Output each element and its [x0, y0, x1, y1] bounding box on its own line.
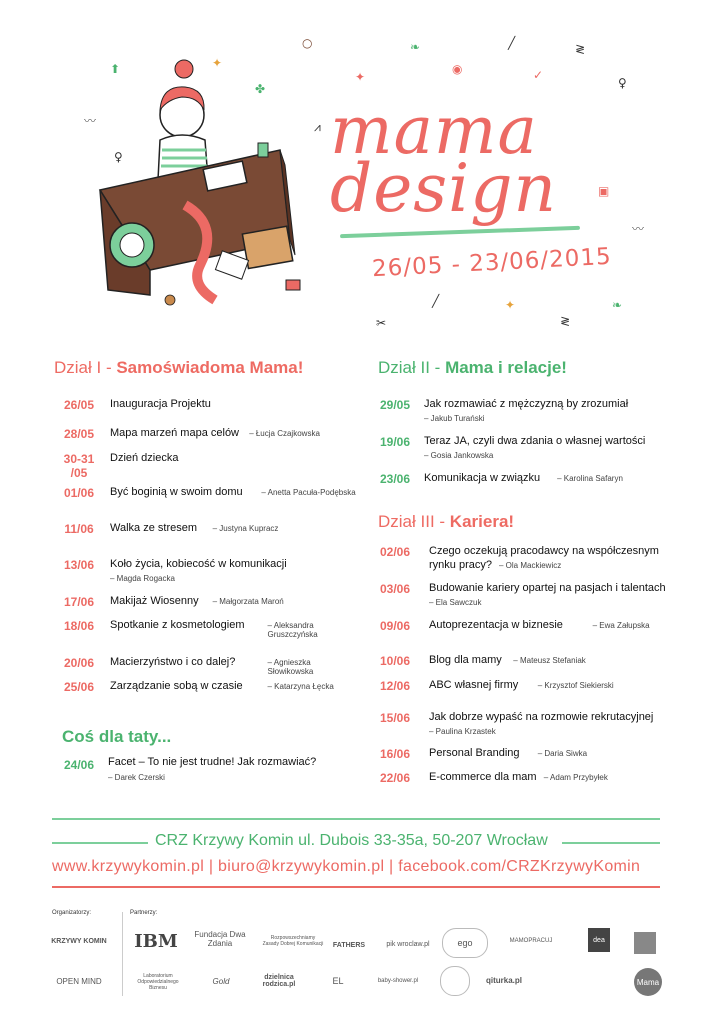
- event-speaker: – Karolina Safaryn: [557, 474, 623, 483]
- desk-illustration: [90, 55, 330, 315]
- section3-heading: Dział III - Kariera!: [378, 512, 515, 531]
- partner-logo-pik: pik wroclaw.pl: [386, 940, 430, 948]
- pencil-icon: ╱: [508, 36, 516, 50]
- arrow-up-icon: ⬆: [110, 62, 121, 76]
- partner-logo-mamopracuj: MAMOPRACUJ: [509, 938, 553, 944]
- event-date: 23/06: [379, 472, 411, 486]
- partner-logo-mama: Mama: [634, 968, 662, 996]
- event-date: 02/06: [379, 545, 411, 559]
- event-speaker: – Katarzyna Łęcka: [267, 682, 334, 691]
- event-date: 25/06: [63, 680, 95, 694]
- list-item: [372, 679, 672, 713]
- event-speaker: – Aleksandra Gruszczyńska: [267, 621, 318, 639]
- partner-logo-zasady: Rozpowszechniamy Zasady Dobrej Komunikacji: [262, 935, 324, 947]
- event-speaker: – Łucja Czajkowska: [249, 429, 320, 438]
- event-title: Blog dla mamy: [429, 654, 502, 666]
- divider: [52, 842, 148, 844]
- partner-logo-ibm: IBM: [134, 930, 178, 952]
- partner-logo-baby-shower: baby-shower.pl: [377, 978, 419, 984]
- event-title: Macierzyństwo i co dalej?: [110, 656, 236, 668]
- partner-logo-fathers: FATHERS: [332, 941, 366, 949]
- section1-heading: [54, 358, 303, 378]
- event-speaker: – Paulina Krzastek: [429, 727, 496, 736]
- partner-logo-dwa-zdania: Fundacja Dwa Zdania: [194, 930, 246, 948]
- thread-spool-icon: ◉: [452, 62, 463, 76]
- event-speaker: – Krzysztof Siekierski: [537, 681, 614, 690]
- event-date: 12/06: [379, 679, 411, 693]
- bulb-icon: ♀: [114, 150, 123, 164]
- section1-prefix: Dział I -: [54, 358, 117, 377]
- partner-logo-dzielnica: dzielnica rodzica.pl: [262, 974, 296, 988]
- event-title: Jak rozmawiać z mężczyzną by zrozumiał: [424, 398, 629, 410]
- event-title: Być boginią w swoim domu: [110, 486, 243, 498]
- list-item: [372, 582, 672, 616]
- event-speaker: – Gosia Jankowska: [424, 451, 494, 460]
- org-logo-krzywy-komin: KRZYWY KOMIN: [51, 937, 107, 945]
- cactus-icon: ✤: [255, 82, 266, 96]
- event-speaker: – Ola Mackiewicz: [499, 561, 562, 570]
- event-title: Koło życia, kobiecość w komunikacji: [110, 558, 287, 570]
- zigzag-icon: ≷: [575, 42, 586, 56]
- partner-logo-el: EL: [332, 976, 344, 986]
- pencil-icon: ╱: [432, 294, 440, 308]
- section2-heading: Dział II - Mama i relacje!: [378, 358, 567, 377]
- list-item: [372, 771, 672, 805]
- event-title: E-commerce dla mam: [429, 771, 537, 783]
- event-title: Teraz JA, czyli dwa zdania o własnej wartości: [424, 435, 646, 447]
- event-title: Jak dobrze wypaść na rozmowie rekrutacyjnej: [429, 711, 654, 723]
- event-speaker: – Ela Sawczuk: [429, 598, 482, 607]
- event-speaker: – Adam Przybyłek: [543, 773, 608, 782]
- bulb-icon: ♀: [618, 76, 627, 90]
- partner-logo-dea: dea: [588, 928, 610, 952]
- event-date: 09/06: [379, 619, 411, 633]
- wreath-icon: ○: [302, 36, 313, 50]
- event-speaker: – Ewa Załupska: [592, 621, 650, 630]
- list-item: [372, 619, 672, 653]
- event-speaker: – Małgorzata Maroń: [212, 597, 284, 606]
- chart-icon: ⩘: [314, 120, 321, 134]
- event-date: 11/06: [64, 522, 94, 536]
- list-item: [56, 452, 356, 486]
- scissors-icon: ✂: [376, 316, 387, 330]
- partner-logo-circle: [440, 966, 470, 996]
- event-title: Walka ze stresem: [110, 522, 198, 534]
- event-title: Czego oczekują pracodawcy na współczesnym: [429, 545, 659, 557]
- contact-links: www.krzywykomin.pl | biuro@krzywykomin.pl | facebook.com/CRZKrzywyKomin: [52, 858, 641, 875]
- title-mama: mama: [330, 92, 538, 169]
- event-date: 19/06: [379, 435, 411, 449]
- address: CRZ Krzywy Komin ul. Dubois 33-35a, 50-207 Wrocław: [155, 832, 548, 849]
- list-item: [372, 435, 672, 469]
- check-icon: ✓: [533, 68, 544, 82]
- star-icon: ✦: [212, 56, 223, 70]
- event-date: 01/06: [63, 486, 95, 500]
- event-date: 17/06: [63, 595, 95, 609]
- event-title: Mapa marzeń mapa celów: [110, 427, 240, 439]
- event-title: Zarządzanie sobą w czasie: [110, 680, 243, 692]
- event-date: 10/06: [379, 654, 411, 668]
- event-date: 16/06: [379, 747, 411, 761]
- event-date: 30-31: [63, 452, 95, 466]
- event-title: Personal Branding: [429, 747, 520, 759]
- org-logo-open-mind: OPEN MIND: [56, 976, 102, 986]
- event-title: Komunikacja w związku: [424, 472, 541, 484]
- organizers-label: Organizatorzy:: [52, 910, 92, 916]
- wave-icon: 〰: [632, 222, 645, 236]
- divider: [562, 842, 660, 844]
- event-speaker: – Justyna Kupracz: [212, 524, 279, 533]
- event-date: 13/06: [63, 558, 95, 572]
- partner-logo-gold: Gold: [212, 976, 230, 986]
- title-design: design: [330, 150, 558, 227]
- star-icon: ✦: [505, 298, 516, 312]
- event-date: 26/05: [63, 398, 95, 412]
- event-title-line2: rynku pracy?: [429, 559, 492, 571]
- title-underline: [340, 226, 580, 238]
- divider: [52, 818, 660, 820]
- event-title: Spotkanie z kosmetologiem: [110, 619, 245, 631]
- partner-logo-lab: Laboratorium Odpowiedzialnego Biznesu: [137, 973, 179, 991]
- dad-heading: Coś dla taty...: [62, 727, 172, 746]
- list-item: [372, 711, 672, 745]
- leaf-icon: ❧: [612, 298, 623, 312]
- list-item: [56, 486, 356, 520]
- event-title: Facet – To nie jest trudne! Jak rozmawiać?: [108, 756, 317, 768]
- list-item: [56, 522, 356, 556]
- event-date: 28/05: [63, 427, 95, 441]
- event-title: Makijaż Wiosenny: [110, 595, 199, 607]
- star-icon: ✦: [355, 70, 366, 84]
- event-speaker: – Darek Czerski: [108, 773, 165, 782]
- divider: [52, 886, 660, 888]
- event-date: 15/06: [379, 711, 411, 725]
- event-date: 29/05: [379, 398, 411, 412]
- event-speaker: – Daria Siwka: [537, 749, 588, 758]
- event-speaker: – Jakub Turański: [424, 414, 485, 423]
- camera-icon: ▣: [598, 184, 610, 198]
- list-item: [372, 472, 672, 506]
- list-item: [56, 619, 356, 653]
- event-date: 03/06: [379, 582, 411, 596]
- event-title: Inauguracja Projektu: [110, 398, 211, 410]
- event-speaker: – Mateusz Stefaniak: [513, 656, 586, 665]
- list-item: [56, 756, 356, 790]
- event-speaker: – Anetta Pacuła-Podębska: [261, 488, 356, 497]
- event-speaker: – Magda Rogacka: [110, 574, 175, 583]
- event-date: 18/06: [63, 619, 95, 633]
- zigzag-icon: ≷: [560, 314, 571, 328]
- partner-logo-qiturka: qiturka.pl: [485, 975, 522, 985]
- partners-label: Partnerzy:: [130, 910, 158, 916]
- section1-name: Samoświadoma Mama!: [116, 358, 304, 377]
- list-item: [372, 545, 672, 579]
- partner-logo-ego: ego: [442, 928, 488, 958]
- partner-logo-sketch: [574, 966, 606, 996]
- event-speaker: – Agnieszka Słowikowska: [267, 658, 314, 676]
- event-title: ABC własnej firmy: [429, 679, 519, 691]
- event-date: 24/06: [63, 758, 95, 772]
- wave-icon: 〰: [84, 114, 97, 128]
- event-date: 22/06: [379, 771, 411, 785]
- list-item: [56, 680, 356, 714]
- event-title: Dzień dziecka: [110, 452, 179, 464]
- list-item: [372, 398, 672, 432]
- leaf-icon: ❧: [410, 40, 421, 54]
- event-date: 20/06: [63, 656, 95, 670]
- event-dates: 26/05 - 23/06/2015: [371, 243, 613, 283]
- event-date-line2: /05: [70, 466, 88, 480]
- partner-logo-badge: [634, 932, 656, 954]
- event-title: Budowanie kariery opartej na pasjach i talentach: [429, 582, 666, 594]
- event-title: Autoprezentacja w biznesie: [429, 619, 563, 631]
- list-item: [56, 558, 356, 592]
- footer-separator: [122, 912, 123, 996]
